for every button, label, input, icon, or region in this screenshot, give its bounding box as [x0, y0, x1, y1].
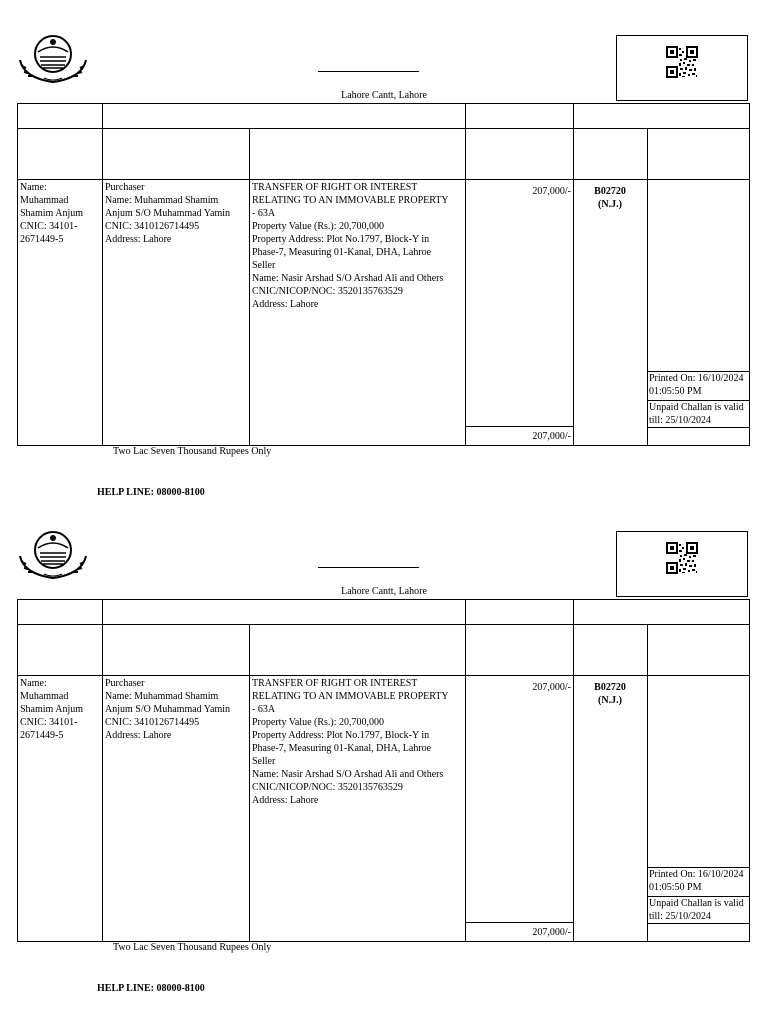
office-location: Lahore Cantt, Lahore: [341, 586, 427, 597]
purchaser-line: Address: Lahore: [105, 234, 172, 245]
payer-line: CNIC: 34101-: [20, 717, 78, 728]
qr-code-icon: [666, 542, 698, 574]
purchaser-line: Purchaser: [105, 182, 145, 193]
qr-code-icon: [666, 46, 698, 78]
valid-till-cell: [649, 401, 749, 427]
description-line: TRANSFER OF RIGHT OR INTEREST: [252, 182, 418, 193]
description-line: - 63A: [252, 704, 276, 715]
description-line: CNIC/NICOP/NOC: 3520135763529: [252, 286, 403, 297]
payer-cell: [20, 181, 100, 246]
valid-till-line: till: 25/10/2024: [649, 911, 711, 922]
description-line: Property Address: Plot No.1797, Block-Y in: [252, 234, 430, 245]
description-cell: [252, 181, 464, 311]
description-line: RELATING TO AN IMMOVABLE PROPERTY: [252, 195, 449, 206]
valid-till-line: Unpaid Challan is valid: [649, 898, 744, 909]
code-cell: [573, 681, 647, 707]
description-line: Address: Lahore: [252, 795, 319, 806]
payer-cell: [20, 677, 100, 742]
valid-till-line: till: 25/10/2024: [649, 415, 711, 426]
amount-in-words: Two Lac Seven Thousand Rupees Only: [113, 942, 272, 953]
description-line: Property Value (Rs.): 20,700,000: [252, 717, 385, 728]
signature-line: [318, 567, 419, 568]
valid-till-line: Unpaid Challan is valid: [649, 402, 744, 413]
head-code-sub: (N.J.): [598, 199, 622, 210]
challan-table: [17, 103, 750, 446]
helpline: HELP LINE: 08000-8100: [97, 487, 205, 498]
purchaser-line: Name: Muhammad Shamim: [105, 691, 219, 702]
description-line: CNIC/NICOP/NOC: 3520135763529: [252, 782, 403, 793]
printed-on-line: Printed On: 16/10/2024: [649, 373, 744, 384]
printed-on-cell: [649, 868, 749, 894]
description-line: Property Value (Rs.): 20,700,000: [252, 221, 385, 232]
purchaser-line: Purchaser: [105, 678, 145, 689]
purchaser-line: CNIC: 3410126714495: [105, 717, 200, 728]
valid-till-cell: [649, 897, 749, 923]
description-line: Property Address: Plot No.1797, Block-Y in: [252, 730, 430, 741]
amount-cell: 207,000/-: [532, 682, 571, 693]
purchaser-line: Address: Lahore: [105, 730, 172, 741]
total-amount: 207,000/-: [532, 431, 571, 442]
head-code-sub: (N.J.): [598, 695, 622, 706]
payer-line: Muhammad: [20, 195, 69, 206]
purchaser-line: Anjum S/O Muhammad Yamin: [105, 208, 231, 219]
code-cell: [573, 185, 647, 211]
challan-table: [17, 599, 750, 942]
purchaser-line: Name: Muhammad Shamim: [105, 195, 219, 206]
challan-copy-bottom: [0, 496, 768, 996]
amount-cell: 207,000/-: [532, 186, 571, 197]
description-line: Name: Nasir Arshad S/O Arshad Ali and Others: [252, 769, 444, 780]
total-amount: 207,000/-: [532, 927, 571, 938]
description-line: Seller: [252, 260, 276, 271]
payer-line: 2671449-5: [20, 234, 64, 245]
payer-line: Muhammad: [20, 691, 69, 702]
payer-line: Shamim Anjum: [20, 704, 84, 715]
payer-line: Name:: [20, 678, 47, 689]
payer-line: Shamim Anjum: [20, 208, 84, 219]
payer-line: CNIC: 34101-: [20, 221, 78, 232]
description-line: TRANSFER OF RIGHT OR INTEREST: [252, 678, 418, 689]
description-line: - 63A: [252, 208, 276, 219]
description-line: Name: Nasir Arshad S/O Arshad Ali and Others: [252, 273, 444, 284]
head-code: B02720: [594, 682, 626, 693]
description-line: Phase-7, Measuring 01-Kanal, DHA, Lahroe: [252, 743, 432, 754]
printed-on-line: 01:05:50 PM: [649, 882, 702, 893]
printed-on-line: 01:05:50 PM: [649, 386, 702, 397]
helpline: HELP LINE: 08000-8100: [97, 983, 205, 994]
government-emblem-logo: [16, 30, 90, 86]
purchaser-line: CNIC: 3410126714495: [105, 221, 200, 232]
signature-line: [318, 71, 419, 72]
printed-on-cell: [649, 372, 749, 398]
description-line: Phase-7, Measuring 01-Kanal, DHA, Lahroe: [252, 247, 432, 258]
amount-in-words: Two Lac Seven Thousand Rupees Only: [113, 446, 272, 457]
printed-on-line: Printed On: 16/10/2024: [649, 869, 744, 880]
purchaser-line: Anjum S/O Muhammad Yamin: [105, 704, 231, 715]
payer-line: 2671449-5: [20, 730, 64, 741]
payer-line: Name:: [20, 182, 47, 193]
government-emblem-logo: [16, 526, 90, 582]
description-cell: [252, 677, 464, 807]
head-code: B02720: [594, 186, 626, 197]
challan-copy-top: [0, 0, 768, 500]
purchaser-cell: [105, 677, 247, 742]
office-location: Lahore Cantt, Lahore: [341, 90, 427, 101]
purchaser-cell: [105, 181, 247, 246]
description-line: Seller: [252, 756, 276, 767]
description-line: RELATING TO AN IMMOVABLE PROPERTY: [252, 691, 449, 702]
description-line: Address: Lahore: [252, 299, 319, 310]
